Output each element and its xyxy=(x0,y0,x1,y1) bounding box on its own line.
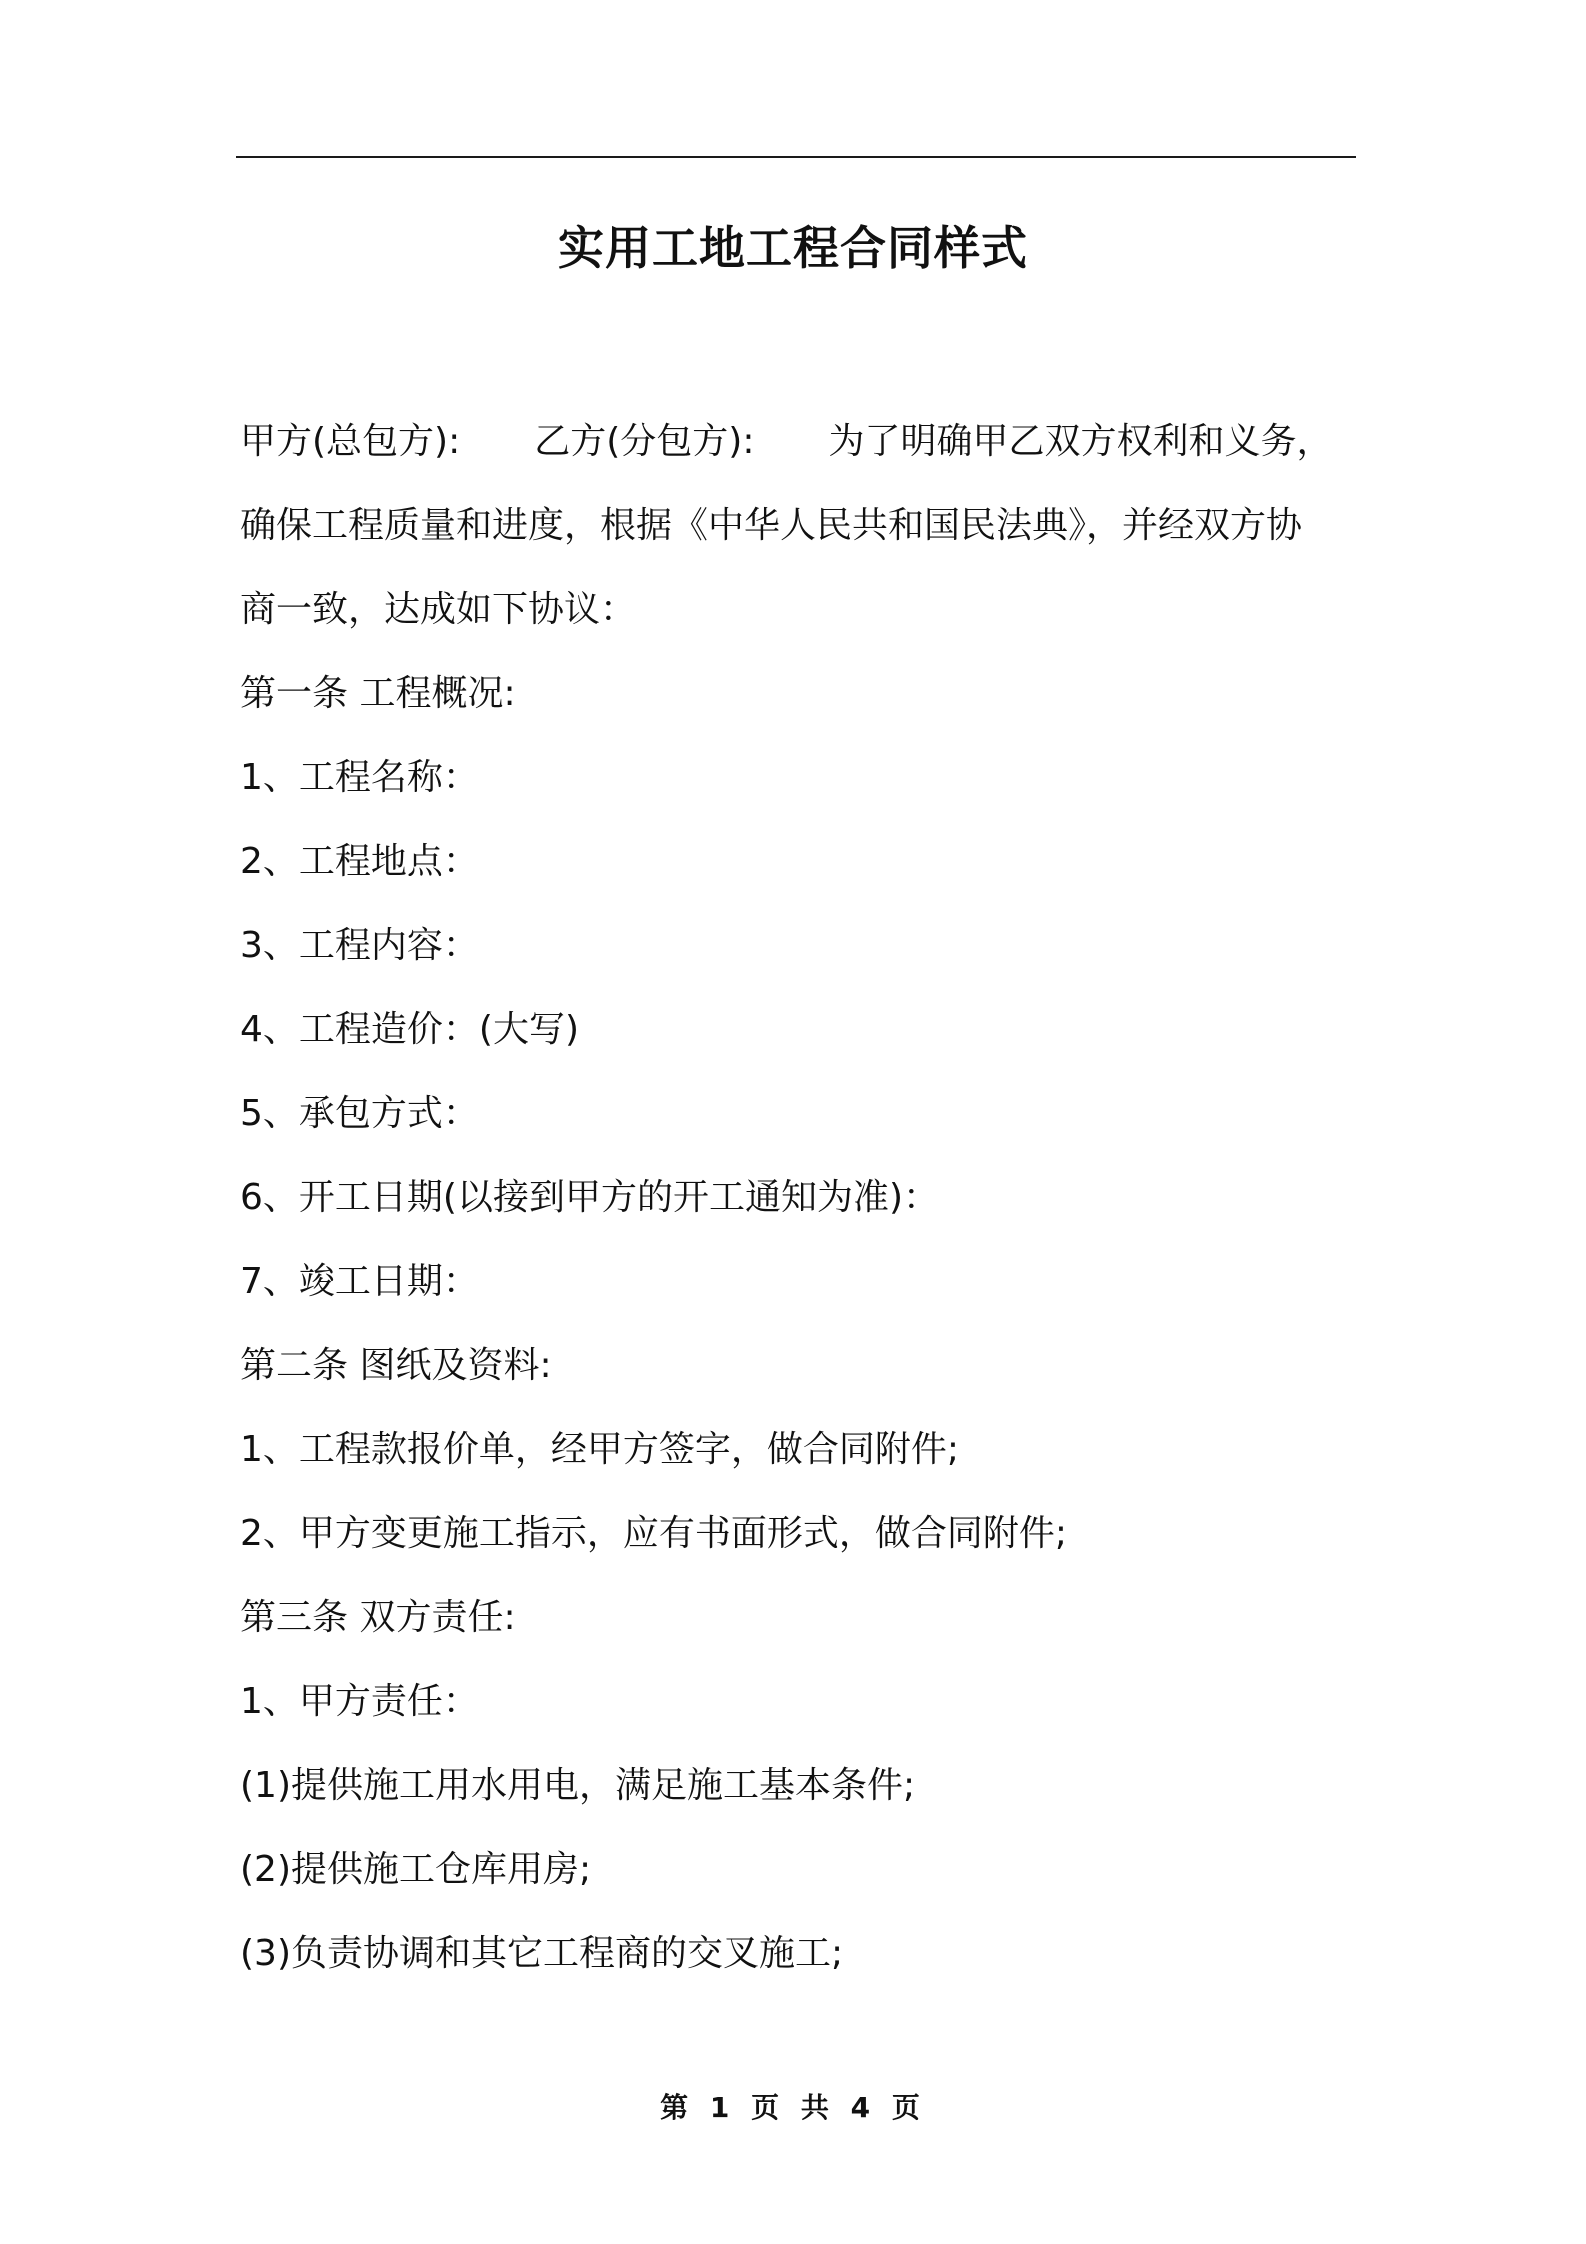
page-number-footer: 第 1 页 共 4 页 xyxy=(660,2091,926,2124)
party-b-label: 乙方(分包方): xyxy=(534,421,755,462)
party-a-label: 甲方(总包方): xyxy=(240,421,461,462)
article-1-item: 2、工程地点： xyxy=(240,841,479,882)
intro-text: 为了明确甲乙双方权利和义务， xyxy=(828,421,1333,462)
article-1-item: 1、工程名称： xyxy=(240,757,479,798)
article-3-heading: 第三条 双方责任: xyxy=(240,1597,516,1638)
article-3-item: (2)提供施工仓库用房; xyxy=(240,1849,592,1890)
article-1-item: 7、竣工日期： xyxy=(240,1261,479,1302)
contract-body xyxy=(240,400,1360,1996)
header-rule xyxy=(236,156,1356,158)
article-2-item: 2、甲方变更施工指示，应有书面形式，做合同附件; xyxy=(240,1513,1068,1554)
parties-line xyxy=(240,400,1360,484)
intro-continued-line: 确保工程质量和进度，根据《中华人民共和国民法典》，并经双方协 xyxy=(240,505,1303,546)
article-3-item: (3)负责协调和其它工程商的交叉施工; xyxy=(240,1933,844,1974)
intro-end-line: 商一致，达成如下协议： xyxy=(240,589,637,630)
article-3-subheading: 1、甲方责任： xyxy=(240,1681,479,1722)
article-2-heading: 第二条 图纸及资料: xyxy=(240,1345,552,1386)
article-1-item: 3、工程内容： xyxy=(240,925,479,966)
article-2-item: 1、工程款报价单，经甲方签字，做合同附件; xyxy=(240,1429,960,1470)
article-3-item: (1)提供施工用水用电，满足施工基本条件; xyxy=(240,1765,916,1806)
article-1-heading: 第一条 工程概况: xyxy=(240,673,516,714)
document-title: 实用工地工程合同样式 xyxy=(558,221,1028,275)
article-1-item: 6、开工日期(以接到甲方的开工通知为准)： xyxy=(240,1177,939,1218)
article-1-item: 4、工程造价：(大写) xyxy=(240,1009,579,1050)
article-1-item: 5、承包方式： xyxy=(240,1093,479,1134)
